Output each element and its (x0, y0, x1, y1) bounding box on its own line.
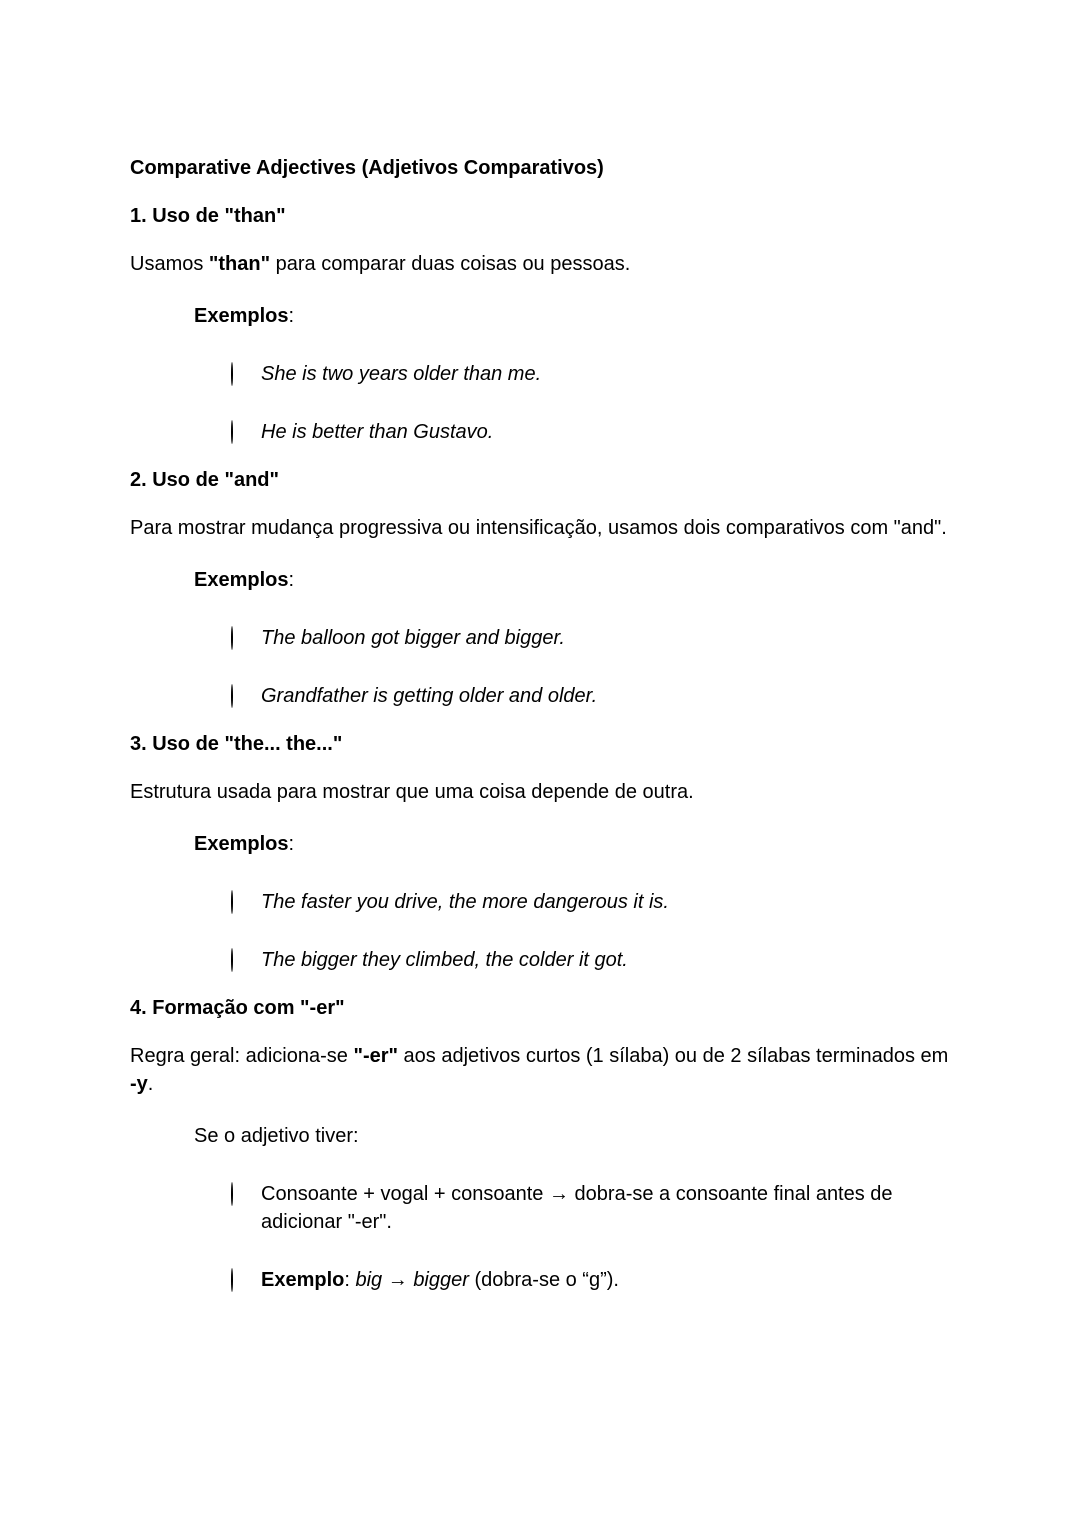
section-2-exemplos-item: Exemplos: (194, 569, 295, 591)
section-3-example-1: The faster you drive, the more dangerous it is. (231, 888, 950, 916)
bullet-circle-icon (231, 418, 261, 446)
section-4-exemplo-item: Exemplo: big → bigger (dobra-se o “g”). (231, 1266, 950, 1294)
section-3-example-2: The bigger they climbed, the colder it got. (231, 946, 950, 974)
bullet-circle-icon (231, 360, 261, 388)
section-2-paragraph: Para mostrar mudança progressiva ou intensificação, usamos dois comparativos com "and". (130, 517, 947, 539)
section-3-paragraph: Estrutura usada para mostrar que uma coisa depende de outra. (130, 781, 694, 803)
section-3-exemplos-item: Exemplos: (194, 833, 295, 855)
exemplos-label: Exemplos (194, 569, 289, 591)
doc-title: Comparative Adjectives (Adjetivos Comparativos) (130, 157, 604, 179)
section-2-heading: 2. Uso de "and" (130, 469, 279, 491)
bullet-circle-icon (231, 1180, 261, 1208)
section-1-paragraph: Usamos "than" para comparar duas coisas ou pessoas. (130, 253, 631, 275)
section-4-rule-item: Consoante + vogal + consoante → dobra-se a consoante final antes de adicionar "-er". (231, 1180, 950, 1236)
section-4-condition-item: Se o adjetivo tiver: (194, 1125, 359, 1147)
section-4-heading: 4. Formação com "-er" (130, 997, 345, 1019)
exemplos-label: Exemplos (194, 833, 289, 855)
section-1-example-1: She is two years older than me. (231, 360, 950, 388)
bullet-circle-icon (231, 682, 261, 710)
bullet-circle-icon (231, 624, 261, 652)
section-1-heading: 1. Uso de "than" (130, 205, 286, 227)
bullet-circle-icon (231, 888, 261, 916)
bullet-circle-icon (231, 946, 261, 974)
bullet-circle-icon (231, 1266, 261, 1294)
exemplos-label: Exemplos (194, 305, 289, 327)
section-2-example-1: The balloon got bigger and bigger. (231, 624, 950, 652)
section-1-example-2: He is better than Gustavo. (231, 418, 950, 446)
section-4-paragraph: Regra geral: adiciona-se "-er" aos adjetivos curtos (1 sílaba) ou de 2 sílabas terminados em -y. (130, 1045, 949, 1095)
section-3-heading: 3. Uso de "the... the..." (130, 733, 343, 755)
section-1-exemplos-item: Exemplos: (194, 305, 295, 327)
section-2-example-2: Grandfather is getting older and older. (231, 682, 950, 710)
